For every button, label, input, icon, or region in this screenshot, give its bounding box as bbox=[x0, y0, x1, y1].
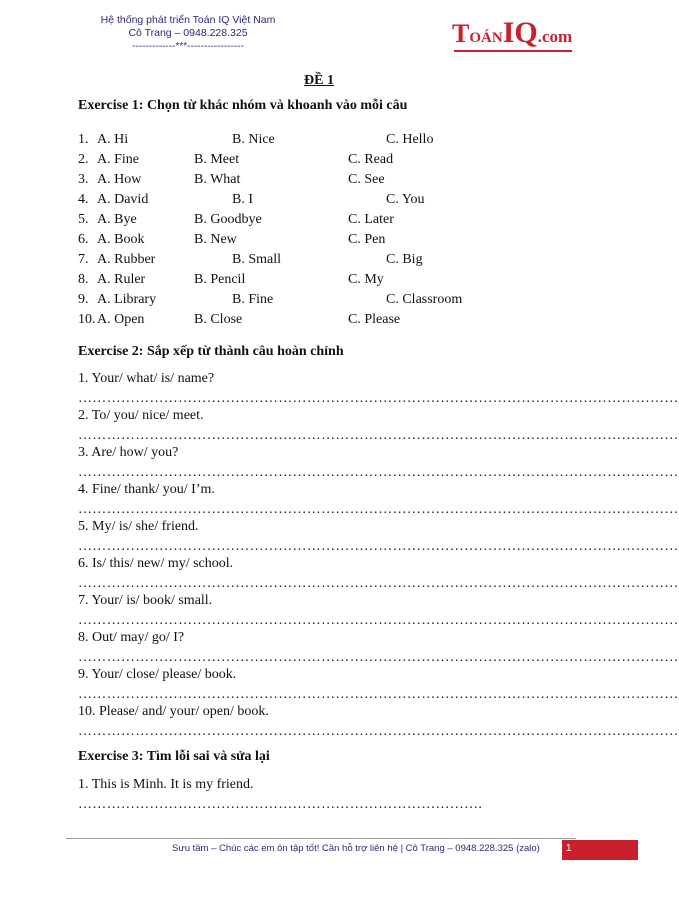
exercise-1-item-num: 10. bbox=[78, 312, 96, 327]
exercise-2-question: 5. My/ is/ she/ friend. bbox=[78, 519, 199, 534]
exercise-1-item-num: 8. bbox=[78, 272, 89, 287]
exercise-1-item-a: A. Hi bbox=[97, 132, 129, 147]
exercise-1-item-b: B. New bbox=[194, 232, 237, 247]
exercise-1-item-a: A. Open bbox=[97, 312, 145, 327]
exercise-1-item-num: 5. bbox=[78, 212, 89, 227]
exercise-2-answer-line[interactable]: ……………………………………………………………………………………………………………… bbox=[78, 613, 679, 628]
exercise-3-question: 1. This is Minh. It is my friend. bbox=[78, 777, 254, 792]
exercise-2-question: 3. Are/ how/ you? bbox=[78, 445, 179, 460]
exercise-1-item-b: B. Meet bbox=[194, 152, 240, 167]
exercise-1-item-c: C. Later bbox=[348, 212, 394, 227]
exercise-2-answer-line[interactable]: ……………………………………………………………………………………………………………… bbox=[78, 650, 679, 665]
exercise-3-answer-line[interactable]: …………………………………………………………………………. bbox=[78, 797, 483, 812]
exercise-2-question: 1. Your/ what/ is/ name? bbox=[78, 371, 215, 386]
exercise-1-item-b: B. Small bbox=[232, 252, 282, 267]
exercise-1-item-b: B. Fine bbox=[232, 292, 274, 307]
exercise-1-item-b: B. Close bbox=[194, 312, 243, 327]
footer-rule bbox=[66, 838, 576, 839]
exercise-2-question: 2. To/ you/ nice/ meet. bbox=[78, 408, 204, 423]
exercise-2-answer-line[interactable]: ……………………………………………………………………………………………………………… bbox=[78, 428, 679, 443]
exercise-1-item-a: A. Library bbox=[97, 292, 157, 307]
exercise-2-answer-line[interactable]: ……………………………………………………………………………………………………………… bbox=[78, 539, 679, 554]
exercise-1-item-a: A. Book bbox=[97, 232, 145, 247]
exercise-1-item-b: B. Pencil bbox=[194, 272, 246, 287]
exercise-1-item-b: B. What bbox=[194, 172, 241, 187]
exercise-1-item-num: 7. bbox=[78, 252, 89, 267]
exercise-2-answer-line[interactable]: ……………………………………………………………………………………………………………… bbox=[78, 724, 679, 739]
exercise-2-question: 6. Is/ this/ new/ my/ school. bbox=[78, 556, 234, 571]
exercise-2-heading: Exercise 2: Sắp xếp từ thành câu hoàn chỉnh bbox=[78, 344, 344, 359]
logo-underline bbox=[454, 50, 572, 52]
exercise-1-item-num: 6. bbox=[78, 232, 89, 247]
exercise-2-question: 10. Please/ and/ your/ open/ book. bbox=[78, 704, 269, 719]
exercise-2-question: 4. Fine/ thank/ you/ I’m. bbox=[78, 482, 215, 497]
exercise-2-answer-line[interactable]: ……………………………………………………………………………………………………………… bbox=[78, 391, 679, 406]
header-line-2: Cô Trang – 0948.228.325 bbox=[128, 27, 248, 39]
exercise-1-item-c: C. See bbox=[348, 172, 385, 187]
exercise-1-item-a: A. David bbox=[97, 192, 149, 207]
header-line-3: -------------***----------------- bbox=[132, 41, 244, 52]
exercise-2-answer-line[interactable]: ……………………………………………………………………………………………………………… bbox=[78, 502, 679, 517]
exercise-1-heading: Exercise 1: Chọn từ khác nhóm và khoanh vào mỗi câu bbox=[78, 98, 408, 113]
exercise-1-item-num: 9. bbox=[78, 292, 89, 307]
exercise-2-question: 9. Your/ close/ please/ book. bbox=[78, 667, 237, 682]
exercise-2-question: 7. Your/ is/ book/ small. bbox=[78, 593, 213, 608]
page-title: ĐỀ 1 bbox=[304, 73, 334, 88]
exercise-2-question: 8. Out/ may/ go/ I? bbox=[78, 630, 185, 645]
exercise-1-item-a: A. How bbox=[97, 172, 142, 187]
exercise-1-item-c: C. Read bbox=[348, 152, 394, 167]
document-header bbox=[78, 14, 298, 53]
exercise-1-item-c: C. Classroom bbox=[386, 292, 463, 307]
exercise-1-item-c: C. Hello bbox=[386, 132, 434, 147]
exercise-2-answer-line[interactable]: ……………………………………………………………………………………………………………… bbox=[78, 576, 679, 591]
footer-text: Sưu tầm – Chúc các em ôn tập tốt! Cần hỗ trợ liên hệ | Cô Trang – 0948.228.325 (zalo) bbox=[172, 843, 540, 854]
exercise-2-answer-line[interactable]: ……………………………………………………………………………………………………………… bbox=[78, 465, 679, 480]
toaniq-logo: TOÁNIQ.com bbox=[452, 16, 573, 49]
exercise-1-item-c: C. You bbox=[386, 192, 425, 207]
exercise-1-item-c: C. Pen bbox=[348, 232, 386, 247]
page-number-box bbox=[562, 840, 638, 860]
exercise-1-item-num: 1. bbox=[78, 132, 89, 147]
exercise-1-item-c: C. Big bbox=[386, 252, 423, 267]
exercise-3-heading: Exercise 3: Tìm lỗi sai và sửa lại bbox=[78, 749, 270, 764]
page-number: 1 bbox=[566, 843, 572, 854]
exercise-1-item-num: 2. bbox=[78, 152, 89, 167]
header-line-1: Hệ thống phát triển Toán IQ Việt Nam bbox=[100, 14, 276, 26]
exercise-1-item-b: B. Nice bbox=[232, 132, 275, 147]
exercise-1-item-a: A. Rubber bbox=[97, 252, 156, 267]
exercise-1-item-c: C. Please bbox=[348, 312, 401, 327]
exercise-1-item-b: B. Goodbye bbox=[194, 212, 262, 227]
exercise-1-item-a: A. Ruler bbox=[97, 272, 146, 287]
exercise-1-item-b: B. I bbox=[232, 192, 253, 207]
exercise-1-item-c: C. My bbox=[348, 272, 384, 287]
exercise-1-item-a: A. Bye bbox=[97, 212, 137, 227]
exercise-1-item-num: 3. bbox=[78, 172, 89, 187]
exercise-2-answer-line[interactable]: ……………………………………………………………………………………………………………… bbox=[78, 687, 679, 702]
exercise-1-item-a: A. Fine bbox=[97, 152, 139, 167]
exercise-1-item-num: 4. bbox=[78, 192, 89, 207]
